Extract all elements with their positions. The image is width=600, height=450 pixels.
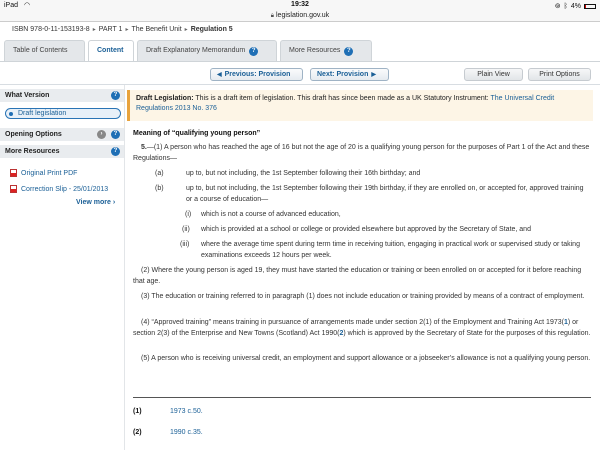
view-more-label: View more <box>76 199 111 206</box>
chevron-right-icon: ▸ <box>184 27 188 33</box>
arrow-left-icon: ◀ <box>217 72 222 78</box>
bluetooth-icon: ᛒ <box>563 2 568 10</box>
more-resources-heading <box>0 145 124 158</box>
paragraph-2: (2) Where the young person is aged 19, they must have started the education or training or been enrolled on or accepted for it before reaching that age. <box>133 267 582 285</box>
tab-label: More Resources <box>289 47 341 54</box>
draft-legislation-banner <box>127 90 593 121</box>
chevron-right-icon: ▸ <box>125 27 129 33</box>
item-label-a: (a) <box>155 170 164 177</box>
paragraph-text: ) or section 2(3) of the Enterprise and New Towns (Scotland) Act 1990( <box>133 319 579 337</box>
what-version-label: What Version <box>5 92 50 99</box>
print-options-button[interactable]: Print Options <box>528 68 591 81</box>
tab-table-of-contents[interactable] <box>4 40 85 61</box>
chevron-right-icon: ▸ <box>92 27 96 33</box>
tab-bar <box>4 40 372 61</box>
footnote-ref-2[interactable]: 2 <box>339 329 344 337</box>
paragraph-text: (4) “Approved training” means training in pursuance of arrangements made under section 2(1) of the Employment and Training Act 1973( <box>141 319 564 326</box>
breadcrumb-isbn: ISBN 978-0-11-153193-8 <box>12 26 90 33</box>
sidebar-divider <box>124 85 125 450</box>
paragraph-text: ) which is approved by the Secretary of State for the purposes of this regulation. <box>343 329 591 337</box>
previous-label: Previous: Provision <box>224 71 291 78</box>
breadcrumb-part[interactable]: PART 1 <box>98 26 123 33</box>
toolbar-divider <box>0 84 600 85</box>
item-label-b: (b) <box>155 185 164 192</box>
opening-options-label: Opening Options <box>5 131 62 138</box>
draft-legislation-label: Draft legislation <box>18 110 67 117</box>
banner-label: Draft Legislation: <box>136 95 194 102</box>
help-icon[interactable]: ? <box>111 130 120 139</box>
original-print-pdf-link[interactable] <box>10 169 77 177</box>
url-text: legislation.gov.uk <box>276 12 330 19</box>
item-text-ii: which is provided at a school or college or provided elsewhere but approved by the Secretary of State, and <box>201 226 531 233</box>
paragraph-4 <box>133 318 591 339</box>
battery-icon <box>584 4 596 9</box>
plain-view-button[interactable]: Plain View <box>464 68 523 81</box>
item-text-b: up to, but not including, the 1st September following their 19th birthday, if they are enrolled on, or accepted for, approved training or a course of education— <box>186 185 584 203</box>
footnote-number: (2) <box>133 429 142 436</box>
lock-icon: 🔒︎ <box>270 13 274 19</box>
previous-provision-button[interactable] <box>210 68 303 81</box>
tab-label: Table of Contents <box>13 47 68 54</box>
what-version-heading <box>0 89 124 102</box>
item-text-a: up to, but not including, the 1st September following their 16th birthday; and <box>186 170 421 177</box>
carrier-label: iPad <box>4 2 19 9</box>
breadcrumb-unit[interactable]: The Benefit Unit <box>131 26 182 33</box>
tab-more-resources[interactable] <box>280 40 372 61</box>
tab-content[interactable] <box>88 40 134 61</box>
help-icon[interactable]: ? <box>111 91 120 100</box>
pdf-icon <box>10 185 17 193</box>
expand-icon[interactable]: › <box>97 130 106 139</box>
regulation-number: 5. <box>141 144 147 151</box>
paragraph-1 <box>133 143 591 164</box>
paragraph-5: (5) A person who is receiving universal credit, an employment and support allowance or a jobseeker’s allowance is not a qualifying young person. <box>141 355 591 362</box>
paragraph-text: —(1) A person who has reached the age of 16 but not the age of 20 is a qualifying young person for the purposes of Part 1 of the Act and these Regulations— <box>133 144 590 162</box>
item-label-i: (i) <box>185 211 192 218</box>
statutory-instrument-link[interactable]: The Universal Credit Regulations 2013 No. 376 <box>136 95 555 112</box>
footnote-divider <box>133 397 591 398</box>
tab-label: Content <box>97 47 124 54</box>
footnote-link[interactable]: 1990 c.35. <box>170 429 203 436</box>
paragraph-3: (3) The education or training referred to in paragraph (1) does not include education or training provided by means of a contract of employment. <box>141 293 585 300</box>
orientation-lock-icon: ⊚ <box>554 3 561 10</box>
item-text-iii: where the average time spent during term time in receiving tuition, engaging in practical work or supervised study or taking examinations exceeds 12 hours per week. <box>201 241 580 259</box>
next-label: Next: Provision <box>317 71 369 78</box>
next-provision-button[interactable] <box>310 68 389 81</box>
address-bar[interactable] <box>0 11 600 22</box>
opening-options-heading[interactable] <box>0 128 124 141</box>
link-label: Correction Slip - 25/01/2013 <box>21 185 109 193</box>
pdf-icon <box>10 169 17 177</box>
help-icon[interactable]: ? <box>111 147 120 156</box>
tab-label: Draft Explanatory Memorandum <box>146 47 246 54</box>
more-resources-label: More Resources <box>5 148 60 155</box>
link-label: Original Print PDF <box>21 169 78 177</box>
item-text-i: which is not a course of advanced education, <box>201 211 341 218</box>
help-icon[interactable]: ? <box>249 47 258 56</box>
view-more-link[interactable]: View more › <box>76 199 116 206</box>
help-icon[interactable]: ? <box>344 47 353 56</box>
tab-divider <box>0 61 600 62</box>
item-label-ii: (ii) <box>182 226 190 233</box>
battery-percent: 4% <box>570 2 581 10</box>
footnote-ref-1[interactable]: 1 <box>563 319 568 326</box>
footnote-link[interactable]: 1973 c.50. <box>170 408 203 415</box>
footnote-number: (1) <box>133 408 142 415</box>
breadcrumb <box>12 26 233 33</box>
section-heading: Meaning of “qualifying young person” <box>133 130 261 137</box>
correction-slip-link[interactable] <box>10 185 108 193</box>
tab-draft-explanatory-memorandum[interactable] <box>137 40 277 61</box>
item-label-iii: (iii) <box>180 241 190 248</box>
arrow-right-icon: ▶ <box>371 72 376 78</box>
banner-text: This is a draft item of legislation. This draft has since been made as a UK Statutory Instrument: <box>193 95 491 102</box>
clock: 19:32 <box>291 1 309 8</box>
wifi-icon: ◠ <box>24 2 31 9</box>
breadcrumb-regulation: Regulation 5 <box>190 26 233 33</box>
draft-legislation-option[interactable] <box>5 108 121 119</box>
